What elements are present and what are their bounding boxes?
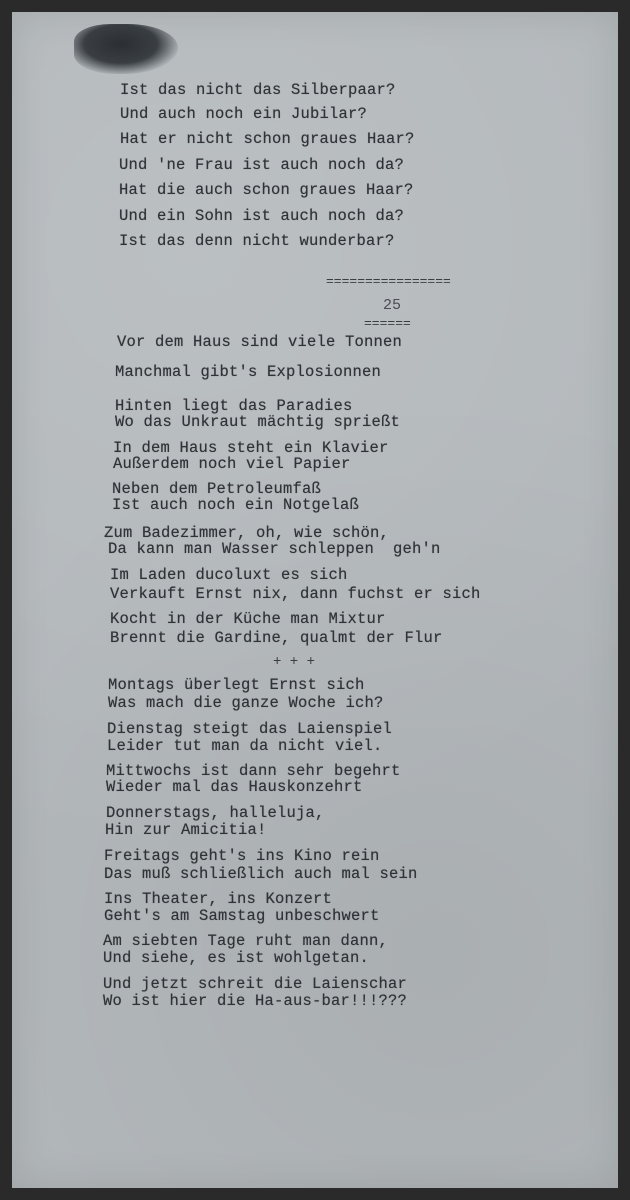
poem-line: Im Laden ducoluxt es sich <box>110 566 348 584</box>
poem-line: Das muß schließlich auch mal sein <box>104 865 418 883</box>
poem-line: Mittwochs ist dann sehr begehrt <box>106 762 401 780</box>
poem-line: Hin zur Amicitia! <box>105 821 267 839</box>
poem-line: Montags überlegt Ernst sich <box>108 676 365 694</box>
poem-line: Und siehe, es ist wohlgetan. <box>103 949 370 967</box>
poem-line: Hat die auch schon graues Haar? <box>119 181 414 199</box>
poem-line: Ins Theater, ins Konzert <box>104 890 333 908</box>
poem-line: Brennt die Gardine, qualmt der Flur <box>110 629 443 647</box>
page-number: 25 <box>383 297 402 314</box>
poem-line: Und auch noch ein Jubilar? <box>120 105 368 123</box>
poem-line: Neben dem Petroleumfaß <box>112 480 322 498</box>
poem-line: Am siebten Tage ruht man dann, <box>103 932 389 950</box>
poem-line: Und ein Sohn ist auch noch da? <box>119 207 405 225</box>
ink-stain <box>74 24 178 74</box>
poem-line: Hat er nicht schon graues Haar? <box>120 130 415 148</box>
poem-line: Da kann man Wasser schleppen geh'n <box>108 540 441 558</box>
poem-line: Dienstag steigt das Laienspiel <box>107 720 393 738</box>
poem-line: Wo ist hier die Ha-aus-bar!!!??? <box>103 992 408 1010</box>
poem-line: Zum Badezimmer, oh, wie schön, <box>104 524 390 542</box>
poem-line: Wo das Unkraut mächtig sprießt <box>115 413 401 431</box>
poem-line: Donnerstags, halleluja, <box>106 804 325 822</box>
poem-line: Geht's am Samstag unbeschwert <box>104 907 380 925</box>
page-number-rule: ====== <box>364 316 411 331</box>
poem-line: Und 'ne Frau ist auch noch da? <box>119 156 405 174</box>
poem-line: Vor dem Haus sind viele Tonnen <box>117 333 403 351</box>
section-separator: + + + <box>273 654 316 670</box>
poem-line: In dem Haus steht ein Klavier <box>113 439 389 457</box>
poem-line: Ist das denn nicht wunderbar? <box>119 232 395 250</box>
divider-rule: ================ <box>326 274 451 289</box>
poem-line: Leider tut man da nicht viel. <box>107 737 383 755</box>
poem-line: Außerdem noch viel Papier <box>113 455 351 473</box>
poem-line: Was mach die ganze Woche ich? <box>108 694 384 712</box>
poem-line: Manchmal gibt's Explosionnen <box>115 363 382 381</box>
poem-line: Freitags geht's ins Kino rein <box>104 847 380 865</box>
poem-line: Wieder mal das Hauskonzehrt <box>106 778 363 796</box>
poem-line: Und jetzt schreit die Laienschar <box>103 975 408 993</box>
poem-line: Hinten liegt das Paradies <box>115 397 353 415</box>
poem-line: Verkauft Ernst nix, dann fuchst er sich <box>110 585 481 603</box>
poem-line: Kocht in der Küche man Mixtur <box>110 610 386 628</box>
poem-line: Ist auch noch ein Notgelaß <box>112 496 360 514</box>
poem-line: Ist das nicht das Silberpaar? <box>120 81 396 99</box>
